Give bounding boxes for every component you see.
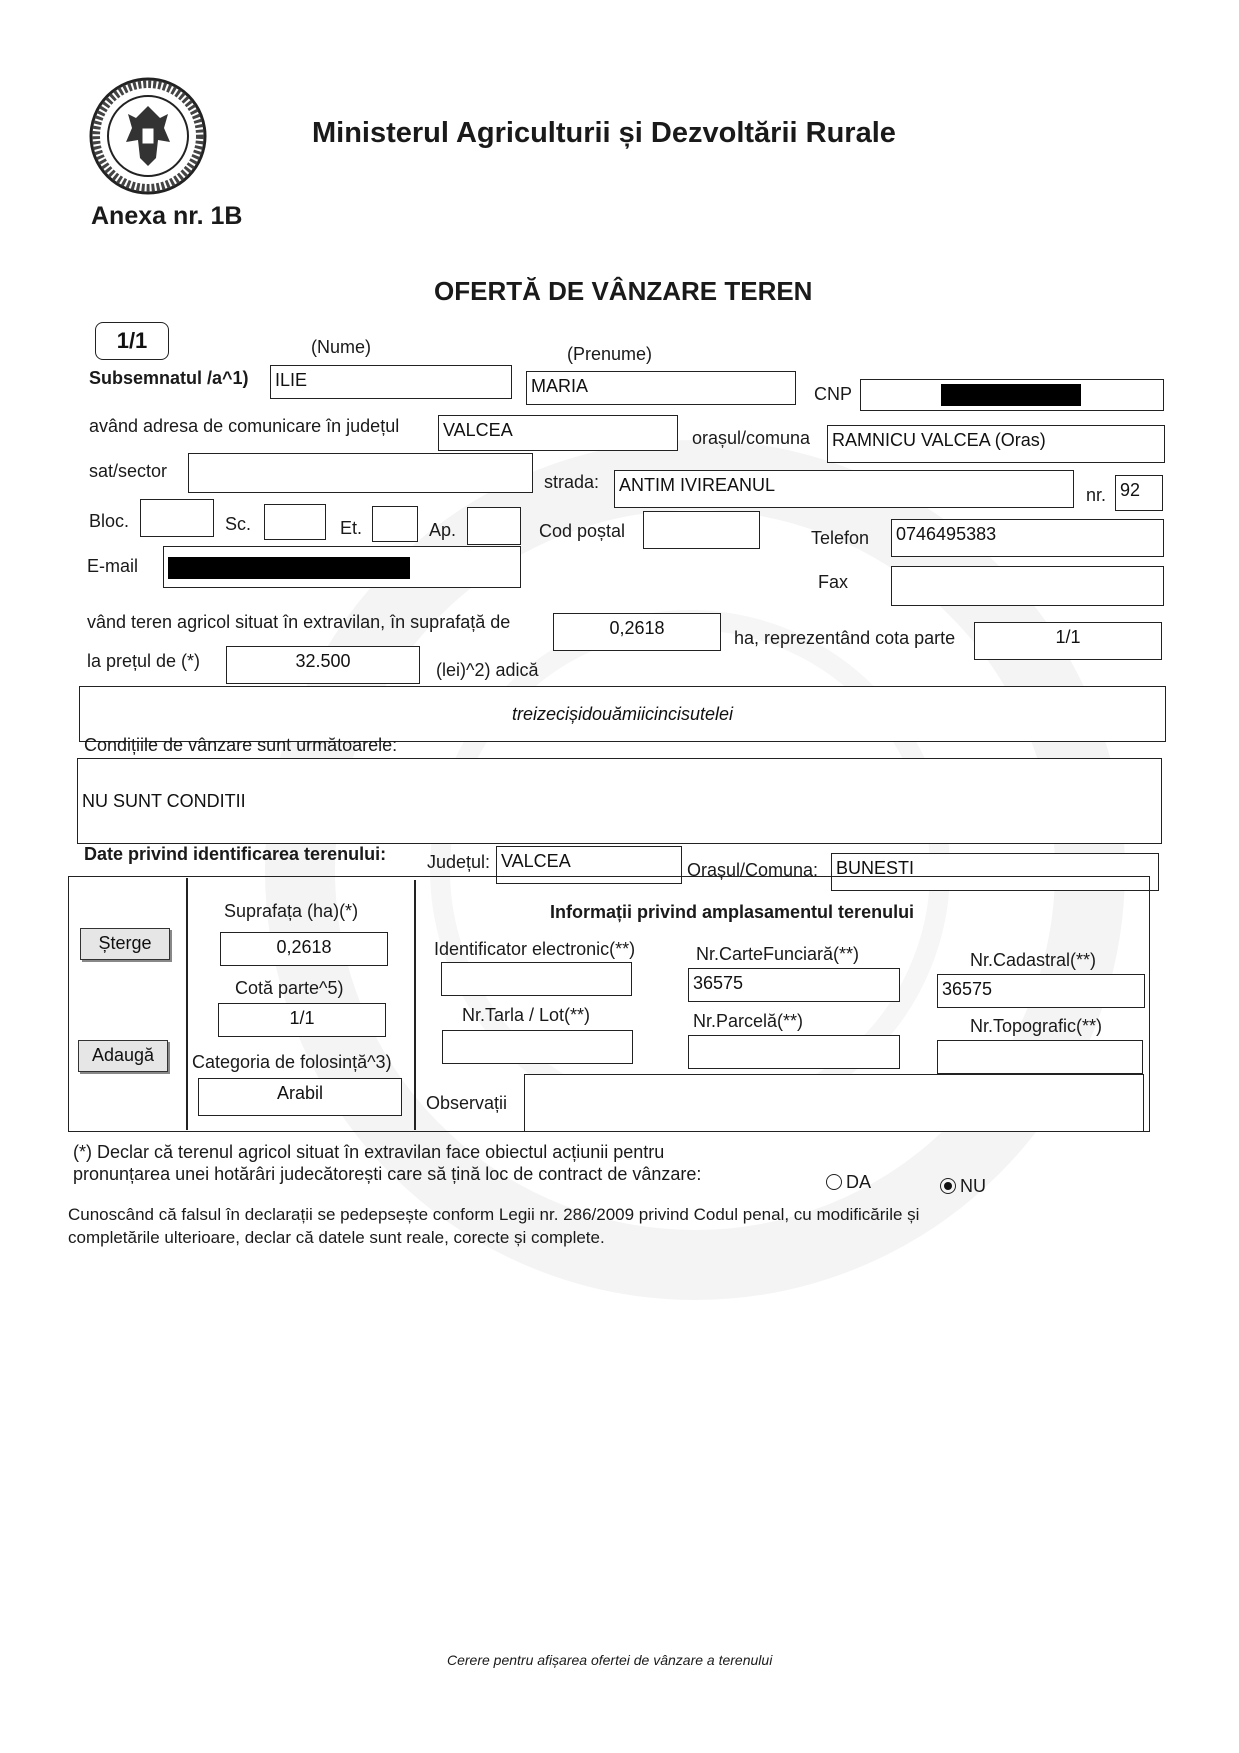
nr-field[interactable]: 92 bbox=[1115, 475, 1163, 511]
email-label: E-mail bbox=[87, 556, 139, 576]
tarla-lot-field[interactable] bbox=[442, 1030, 633, 1064]
email-field[interactable] bbox=[163, 546, 521, 588]
fax-label: Fax bbox=[818, 572, 849, 592]
telefon-label: Telefon bbox=[811, 528, 870, 548]
observatii-label: Observații bbox=[426, 1093, 508, 1113]
footer-note: Cerere pentru afișarea ofertei de vânzare a terenului bbox=[447, 1652, 773, 1668]
cadastral-field[interactable]: 36575 bbox=[937, 974, 1145, 1008]
telefon-field[interactable]: 0746495383 bbox=[891, 519, 1164, 557]
sc-label: Sc. bbox=[225, 514, 252, 534]
radio-da[interactable] bbox=[826, 1172, 871, 1193]
cota-parte-label: Cotă parte^5) bbox=[235, 978, 344, 998]
land-oras-label: Orașul/Comuna: bbox=[687, 860, 819, 880]
tarla-lot-label: Nr.Tarla / Lot(**) bbox=[462, 1005, 591, 1025]
parcela-label: Nr.Parcelă(**) bbox=[693, 1011, 804, 1031]
radio-nu-circle[interactable] bbox=[940, 1178, 956, 1194]
sterge-button[interactable]: Șterge bbox=[80, 928, 170, 960]
cnp-label: CNP bbox=[814, 384, 853, 404]
adauga-button[interactable]: Adaugă bbox=[78, 1040, 168, 1072]
et-field[interactable] bbox=[372, 506, 418, 542]
land-section-label: Date privind identificarea terenului: bbox=[84, 844, 387, 864]
sat-field[interactable] bbox=[188, 453, 533, 493]
lei-label: (lei)^2) adică bbox=[436, 660, 539, 680]
cota-field[interactable]: 1/1 bbox=[974, 622, 1162, 660]
legal-line-1: Cunoscând că falsul în declarații se pedepsește conform Legii nr. 286/2009 privind Codul penal, cu modificările și bbox=[68, 1205, 920, 1224]
conditii-label: Condițiile de vânzare sunt următoarele: bbox=[84, 735, 398, 755]
topografic-field[interactable] bbox=[937, 1040, 1143, 1074]
cod-postal-label: Cod poștal bbox=[539, 521, 626, 541]
sat-label: sat/sector bbox=[89, 461, 168, 481]
radio-nu[interactable] bbox=[940, 1176, 986, 1197]
land-judet-field[interactable]: VALCEA bbox=[496, 846, 682, 884]
annex-number: Anexa nr. 1B bbox=[91, 202, 243, 230]
land-judet-label: Județul: bbox=[427, 852, 491, 872]
cod-postal-field[interactable] bbox=[643, 511, 760, 549]
cadastral-label: Nr.Cadastral(**) bbox=[970, 950, 1097, 970]
pret-label: la prețul de (*) bbox=[87, 651, 201, 671]
declaration-line-2: pronunțarea unei hotărâri judecătorești care să țină loc de contract de vânzare: bbox=[73, 1164, 702, 1184]
strada-label: strada: bbox=[544, 472, 600, 492]
declaration-line-1: (*) Declar că terenul agricol situat în extravilan face obiectul acțiunii pentru bbox=[73, 1142, 665, 1162]
nume-caption: (Nume) bbox=[311, 337, 372, 357]
ap-label: Ap. bbox=[429, 520, 457, 540]
land-cota-field[interactable]: 1/1 bbox=[218, 1003, 386, 1037]
land-oras-field[interactable]: BUNESTI bbox=[831, 853, 1159, 891]
redaction-bar bbox=[941, 384, 1081, 406]
page-badge: 1/1 bbox=[95, 322, 169, 360]
ha-label: ha, reprezentând cota parte bbox=[734, 628, 956, 648]
table-divider bbox=[186, 878, 188, 1130]
topografic-label: Nr.Topografic(**) bbox=[970, 1016, 1103, 1036]
document-title: OFERTĂ DE VÂNZARE TEREN bbox=[434, 276, 813, 306]
pret-field[interactable]: 32.500 bbox=[226, 646, 420, 684]
ministry-seal-logo bbox=[88, 76, 208, 196]
suprafata-field[interactable]: 0,2618 bbox=[553, 613, 721, 651]
identificator-label: Identificator electronic(**) bbox=[434, 939, 636, 959]
redaction-bar bbox=[168, 557, 410, 579]
legal-line-2: completările ulterioare, declar că datele sunt reale, corecte și complete. bbox=[68, 1228, 605, 1247]
table-divider bbox=[414, 880, 416, 1130]
carte-funciara-field[interactable]: 36575 bbox=[688, 968, 900, 1002]
cnp-field[interactable] bbox=[860, 379, 1164, 411]
adresa-label: având adresa de comunicare în județul bbox=[89, 416, 400, 436]
oras-label: orașul/comuna bbox=[692, 428, 811, 448]
identificator-field[interactable] bbox=[441, 962, 632, 996]
ministry-title: Ministerul Agriculturii și Dezvoltării Rurale bbox=[312, 117, 896, 149]
radio-da-circle[interactable] bbox=[826, 1174, 842, 1190]
categoria-field[interactable]: Arabil bbox=[198, 1078, 402, 1116]
suprafata-ha-label: Suprafața (ha)(*) bbox=[224, 901, 359, 921]
subsemnatul-label: Subsemnatul /a^1) bbox=[89, 368, 249, 388]
conditii-field[interactable]: NU SUNT CONDITII bbox=[77, 758, 1162, 844]
ap-field[interactable] bbox=[467, 507, 521, 545]
parcela-field[interactable] bbox=[688, 1035, 900, 1069]
strada-field[interactable]: ANTIM IVIREANUL bbox=[614, 470, 1074, 508]
carte-funciara-label: Nr.CarteFunciară(**) bbox=[696, 944, 860, 964]
info-title: Informații privind amplasamentul terenului bbox=[550, 902, 915, 922]
prenume-field[interactable]: MARIA bbox=[526, 371, 796, 405]
vand-label: vând teren agricol situat în extravilan, în suprafață de bbox=[87, 612, 511, 632]
et-label: Et. bbox=[340, 518, 363, 538]
nr-label: nr. bbox=[1086, 485, 1107, 505]
oras-field[interactable]: RAMNICU VALCEA (Oras) bbox=[827, 425, 1165, 463]
bloc-label: Bloc. bbox=[89, 511, 130, 531]
radio-nu-label: NU bbox=[960, 1176, 986, 1196]
land-suprafata-field[interactable]: 0,2618 bbox=[220, 932, 388, 966]
radio-da-label: DA bbox=[846, 1172, 872, 1192]
judet-field[interactable]: VALCEA bbox=[438, 415, 678, 451]
observatii-field[interactable] bbox=[524, 1074, 1144, 1132]
sc-field[interactable] bbox=[264, 504, 326, 540]
categoria-label: Categoria de folosință^3) bbox=[192, 1052, 392, 1072]
nume-field[interactable]: ILIE bbox=[270, 365, 512, 399]
prenume-caption: (Prenume) bbox=[567, 344, 653, 364]
fax-field[interactable] bbox=[891, 566, 1164, 606]
pret-litere-field[interactable]: treizecișidouămiicincisutelei bbox=[79, 686, 1166, 742]
bloc-field[interactable] bbox=[140, 499, 214, 537]
